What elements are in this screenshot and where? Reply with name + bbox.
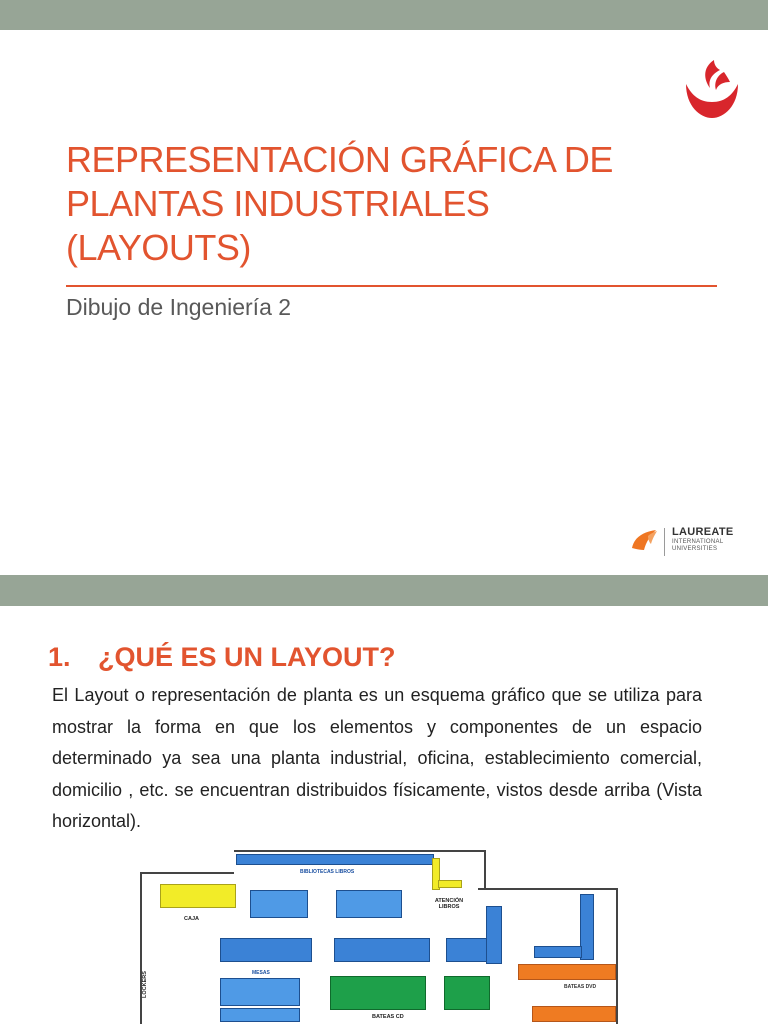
upc-logo-icon bbox=[680, 58, 744, 120]
plan-label-atencion: ATENCIÓN LIBROS bbox=[434, 898, 464, 910]
plan-counter-atencion-2 bbox=[438, 880, 462, 888]
title-slide bbox=[0, 30, 768, 575]
title-line-1: REPRESENTACIÓN GRÁFICA DE bbox=[66, 139, 613, 180]
title-line-3: (LAYOUTS) bbox=[66, 227, 251, 268]
top-band bbox=[0, 0, 768, 30]
plan-table-4 bbox=[220, 1008, 300, 1022]
plan-label-caja: CAJA bbox=[184, 916, 199, 922]
plan-table-1 bbox=[250, 890, 308, 918]
definition-paragraph: El Layout o representación de planta es un esquema gráfico que se utiliza para mostrar la forma en que los elementos y componentes de un espacio determinado ya sea una planta industrial, oficina, establecimiento comercial, domicilio , etc. se encuentran distribuidos físicamente, vistos desde arriba (Vista horizontal). bbox=[52, 685, 702, 831]
plan-label-mesas: MESAS bbox=[252, 970, 270, 976]
laureate-logo bbox=[630, 526, 740, 556]
slide-title bbox=[66, 138, 676, 270]
laureate-leaf-icon bbox=[630, 528, 658, 552]
plan-shelf-top bbox=[236, 854, 434, 865]
laureate-divider bbox=[664, 528, 665, 556]
plan-label-bateas-dvd: BATEAS DVD bbox=[564, 984, 597, 990]
separator-band bbox=[0, 575, 768, 606]
slide-subtitle: Dibujo de Ingeniería 2 bbox=[66, 294, 292, 320]
plan-shelf-right-bottom bbox=[534, 946, 582, 958]
plan-caja bbox=[160, 884, 236, 908]
heading-number: 1. bbox=[48, 642, 71, 672]
floor-plan-figure bbox=[140, 848, 620, 1024]
plan-table-2 bbox=[336, 890, 402, 918]
title-line-2: PLANTAS INDUSTRIALES bbox=[66, 183, 490, 224]
plan-bateas-dvd-1 bbox=[518, 964, 616, 980]
plan-table-3 bbox=[220, 978, 300, 1006]
plan-label-bateas-cd: BATEAS CD bbox=[372, 1014, 404, 1020]
content-slide bbox=[0, 606, 768, 1024]
plan-bateas-cd-2 bbox=[444, 976, 490, 1010]
title-divider bbox=[66, 285, 717, 287]
plan-shelf-right-vertical bbox=[486, 906, 502, 964]
plan-bateas-cd-1 bbox=[330, 976, 426, 1010]
section-heading bbox=[48, 642, 396, 673]
plan-shelf-row-1 bbox=[220, 938, 312, 962]
laureate-subline bbox=[672, 539, 723, 553]
heading-text: ¿QUÉ ES UN LAYOUT? bbox=[98, 642, 396, 672]
plan-label-lockers: LOCKERS bbox=[142, 971, 148, 998]
laureate-line-3: UNIVERSITIES bbox=[672, 546, 718, 552]
plan-label-bibliotecas: BIBLIOTECAS LIBROS bbox=[300, 869, 355, 875]
laureate-line-2: INTERNATIONAL bbox=[672, 539, 724, 545]
laureate-name: LAUREATE bbox=[672, 526, 734, 538]
plan-shelf-right-wall bbox=[580, 894, 594, 960]
plan-shelf-row-2 bbox=[334, 938, 430, 962]
plan-bateas-dvd-2 bbox=[532, 1006, 616, 1022]
